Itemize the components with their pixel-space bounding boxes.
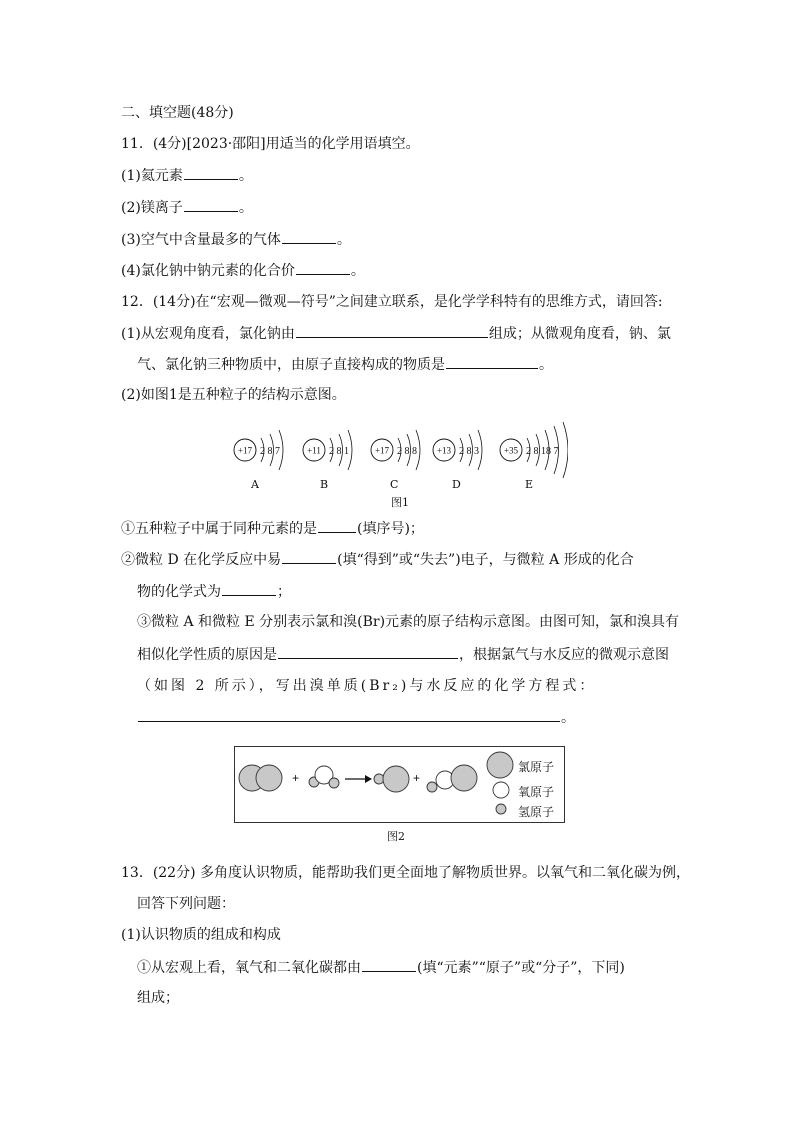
answer-blank[interactable] bbox=[184, 197, 238, 212]
svg-text:2 8 1: 2 8 1 bbox=[329, 446, 349, 457]
q11-item-3: (3)空气中含量最多的气体 。 bbox=[121, 229, 351, 250]
legend-chlorine: 氯原子 bbox=[518, 760, 555, 774]
svg-text:+: + bbox=[413, 771, 421, 785]
figure-2-reaction-diagram bbox=[234, 746, 565, 823]
atom-label-d: D bbox=[452, 478, 461, 491]
figure-1-atom-structures bbox=[228, 408, 568, 508]
svg-text:2 8 8: 2 8 8 bbox=[397, 446, 417, 457]
svg-text:+: + bbox=[292, 771, 300, 785]
svg-text:+13: +13 bbox=[436, 445, 452, 456]
svg-text:2 8 18 7: 2 8 18 7 bbox=[526, 446, 559, 457]
atom-a bbox=[234, 430, 283, 470]
q11-item-4: (4)氯化钠中钠元素的化合价 。 bbox=[121, 260, 365, 281]
q12-sub2-line2: 物的化学式为 ； bbox=[137, 581, 291, 602]
q12-sub3-line2: 相似化学性质的原因是 ，根据氯气与水反应的微观示意图 bbox=[137, 644, 669, 665]
svg-text:2 8 7: 2 8 7 bbox=[260, 446, 280, 457]
q12-part1-line2: 气、氯化钠三种物质中，由原子直接构成的物质是 。 bbox=[137, 354, 553, 375]
answer-blank[interactable] bbox=[138, 707, 560, 722]
q12-sub3-line4: 。 bbox=[137, 707, 575, 728]
q13-stem-line1: 13．(22分) 多角度认识物质，能帮助我们更全面地了解物质世界。以氧气和二氧化碳为例， bbox=[121, 865, 691, 881]
svg-text:+17: +17 bbox=[237, 445, 253, 456]
atom-e bbox=[500, 422, 568, 478]
q11-item-1: (1)氦元素 。 bbox=[121, 165, 253, 186]
answer-blank[interactable] bbox=[362, 957, 416, 972]
svg-text:+11: +11 bbox=[307, 445, 321, 456]
svg-text:+17: +17 bbox=[374, 445, 390, 456]
answer-blank[interactable] bbox=[446, 354, 538, 369]
q12-stem: 12．(14分)在“宏观—微观—符号”之间建立联系，是化学学科特有的思维方式，请回答: bbox=[121, 294, 663, 310]
answer-blank[interactable] bbox=[318, 518, 356, 533]
svg-text:+35: +35 bbox=[503, 445, 519, 456]
atom-label-a: A bbox=[251, 478, 259, 491]
answer-blank[interactable] bbox=[222, 581, 276, 596]
q12-part1-line1: (1)从宏观角度看，氯化钠由 组成；从微观角度看，钠、氯 bbox=[121, 323, 671, 344]
figure-2-caption: 图2 bbox=[387, 830, 405, 843]
q13-sub1-line1: ①从宏观上看，氧气和二氧化碳都由 (填“元素”“原子”或“分子”，下同) bbox=[137, 957, 625, 978]
answer-blank[interactable] bbox=[282, 229, 336, 244]
answer-blank[interactable] bbox=[296, 260, 350, 275]
q11-item-2: (2)镁离子 。 bbox=[121, 197, 253, 218]
answer-blank[interactable] bbox=[296, 323, 488, 338]
q12-sub2-line1: ②微粒 D 在化学反应中易 (填“得到”或“失去”)电子，与微粒 A 形成的化合 bbox=[121, 549, 634, 570]
atom-label-c: C bbox=[390, 478, 399, 491]
q12-sub3-line3: （如图 2 所示），写出溴单质(Br₂)与水反应的化学方程式： bbox=[137, 678, 597, 694]
svg-text:2 8 3: 2 8 3 bbox=[459, 446, 479, 457]
q12-part2: (2)如图1是五种粒子的结构示意图。 bbox=[121, 387, 346, 403]
answer-blank[interactable] bbox=[282, 549, 336, 564]
q13-stem-line2: 回答下列问题： bbox=[137, 896, 235, 912]
answer-blank[interactable] bbox=[184, 165, 238, 180]
q12-sub3-line1: ③微粒 A 和微粒 E 分别表示氯和溴(Br)元素的原子结构示意图。由图可知，氯和溴具有 bbox=[137, 614, 680, 630]
legend-hydrogen: 氢原子 bbox=[518, 805, 555, 819]
q12-sub1: ①五种粒子中属于同种元素的是 (填序号)； bbox=[121, 518, 424, 539]
atom-c bbox=[371, 430, 420, 470]
atom-label-e: E bbox=[525, 478, 534, 491]
atom-label-b: B bbox=[320, 478, 329, 491]
atom-b bbox=[303, 430, 352, 470]
section-title: 二、填空题(48分) bbox=[121, 105, 234, 121]
atom-d bbox=[433, 430, 482, 470]
reaction-molecules bbox=[235, 747, 566, 824]
legend-oxygen: 氧原子 bbox=[518, 785, 555, 799]
atom-structure-diagram bbox=[228, 408, 568, 508]
answer-blank[interactable] bbox=[278, 644, 458, 659]
figure-1-caption: 图1 bbox=[391, 496, 409, 509]
q13-sub1-line2: 组成； bbox=[137, 990, 179, 1006]
q13-part1: (1)认识物质的组成和构成 bbox=[121, 927, 281, 943]
q11-stem: 11．(4分)[2023·邵阳]用适当的化学用语填空。 bbox=[121, 136, 420, 152]
